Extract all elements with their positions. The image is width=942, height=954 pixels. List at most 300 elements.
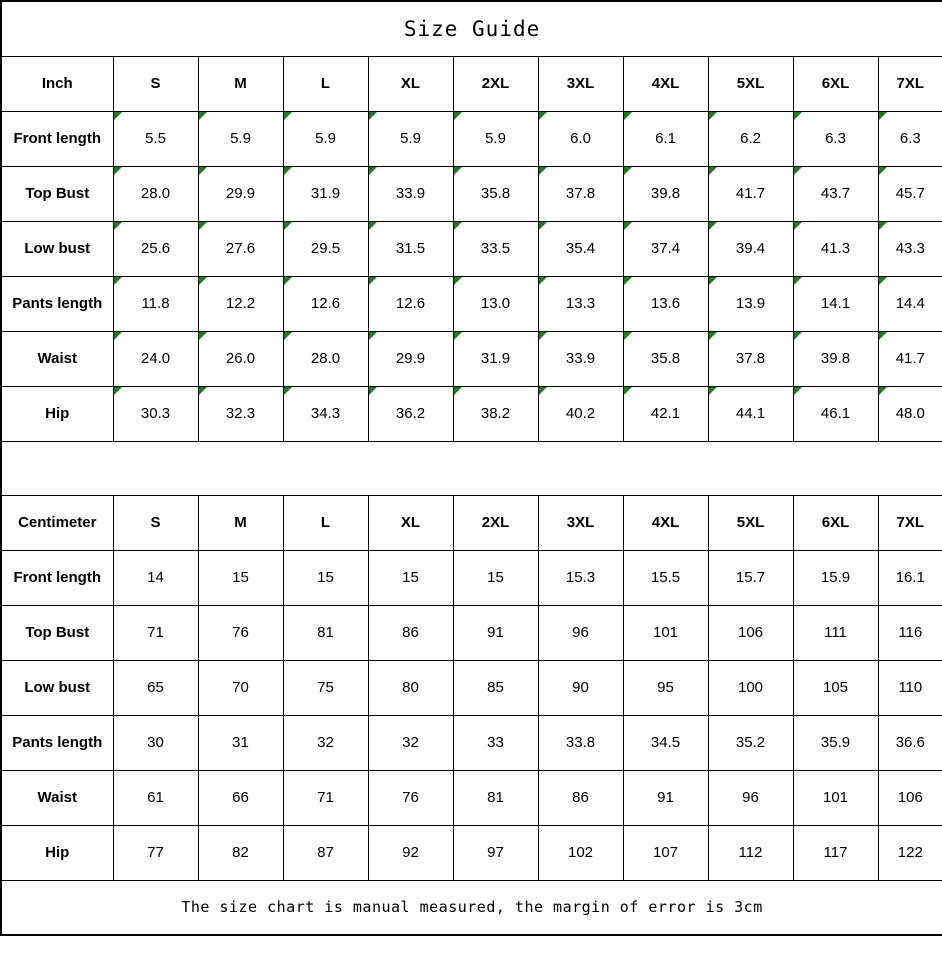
value-text: 100 bbox=[737, 679, 764, 696]
value-cell bbox=[283, 221, 368, 276]
value-cell bbox=[283, 166, 368, 221]
value-text: 12.2 bbox=[225, 295, 256, 312]
measurement-row bbox=[1, 221, 942, 276]
value-text: 86 bbox=[402, 624, 419, 641]
value-cell bbox=[878, 166, 942, 221]
value-cell bbox=[878, 715, 942, 770]
value-text: 33 bbox=[487, 734, 504, 751]
value-cell bbox=[708, 715, 793, 770]
size-header-cell: 5XL bbox=[708, 495, 793, 550]
measurement-row bbox=[1, 605, 942, 660]
green-triangle-icon bbox=[284, 277, 292, 285]
value-cell bbox=[283, 825, 368, 880]
value-cell bbox=[113, 386, 198, 441]
value-text: 34.5 bbox=[650, 734, 681, 751]
value-text: 76 bbox=[402, 789, 419, 806]
centimeter-table-body bbox=[1, 495, 942, 880]
value-cell bbox=[538, 825, 623, 880]
value-text: 28.0 bbox=[310, 350, 341, 367]
value-cell bbox=[198, 770, 283, 825]
value-cell bbox=[793, 221, 878, 276]
value-cell bbox=[793, 715, 878, 770]
green-triangle-icon bbox=[454, 277, 462, 285]
value-text: 5.9 bbox=[400, 130, 421, 147]
value-text: 101 bbox=[822, 789, 849, 806]
size-header-cell: 2XL bbox=[453, 56, 538, 111]
measurement-row bbox=[1, 770, 942, 825]
size-header-cell: S bbox=[113, 56, 198, 111]
row-label-cell: Waist bbox=[1, 331, 113, 386]
value-text: 38.2 bbox=[480, 405, 511, 422]
green-triangle-icon bbox=[114, 167, 122, 175]
value-cell bbox=[198, 386, 283, 441]
row-label-cell: Hip bbox=[1, 386, 113, 441]
value-cell bbox=[878, 111, 942, 166]
value-cell bbox=[708, 276, 793, 331]
value-cell bbox=[623, 605, 708, 660]
green-triangle-icon bbox=[709, 222, 717, 230]
value-text: 106 bbox=[737, 624, 764, 641]
value-text: 15.5 bbox=[650, 569, 681, 586]
value-cell bbox=[878, 605, 942, 660]
green-triangle-icon bbox=[624, 167, 632, 175]
row-label-cell: Front length bbox=[1, 111, 113, 166]
value-cell bbox=[623, 331, 708, 386]
value-text: 96 bbox=[742, 789, 759, 806]
value-cell bbox=[793, 550, 878, 605]
green-triangle-icon bbox=[454, 222, 462, 230]
green-triangle-icon bbox=[454, 167, 462, 175]
size-header-cell: 3XL bbox=[538, 495, 623, 550]
value-cell bbox=[198, 605, 283, 660]
value-text: 15 bbox=[402, 569, 419, 586]
value-cell bbox=[453, 715, 538, 770]
green-triangle-icon bbox=[454, 112, 462, 120]
value-text: 110 bbox=[898, 679, 923, 696]
green-triangle-icon bbox=[369, 387, 377, 395]
value-cell bbox=[198, 221, 283, 276]
green-triangle-icon bbox=[624, 112, 632, 120]
value-text: 35.8 bbox=[480, 185, 511, 202]
row-label-cell: Top Bust bbox=[1, 605, 113, 660]
measurement-row bbox=[1, 166, 942, 221]
footer-note-text: The size chart is manual measured, the margin of error is 3cm bbox=[181, 898, 763, 917]
green-triangle-icon bbox=[369, 112, 377, 120]
value-cell bbox=[283, 386, 368, 441]
green-triangle-icon bbox=[284, 222, 292, 230]
value-cell bbox=[453, 166, 538, 221]
green-triangle-icon bbox=[369, 277, 377, 285]
measurement-row bbox=[1, 111, 942, 166]
green-triangle-icon bbox=[284, 112, 292, 120]
value-cell bbox=[453, 550, 538, 605]
value-text: 26.0 bbox=[225, 350, 256, 367]
value-cell bbox=[453, 770, 538, 825]
value-text: 36.6 bbox=[895, 734, 925, 751]
value-cell bbox=[623, 550, 708, 605]
value-cell bbox=[878, 550, 942, 605]
value-text: 31.9 bbox=[480, 350, 511, 367]
value-text: 15.7 bbox=[735, 569, 766, 586]
value-text: 77 bbox=[147, 844, 164, 861]
green-triangle-icon bbox=[709, 167, 717, 175]
value-cell bbox=[793, 770, 878, 825]
value-text: 27.6 bbox=[225, 240, 256, 257]
value-text: 31.5 bbox=[395, 240, 426, 257]
value-text: 12.6 bbox=[310, 295, 341, 312]
unit-header-cell: Centimeter bbox=[1, 495, 113, 550]
green-triangle-icon bbox=[794, 112, 802, 120]
row-label-cell: Top Bust bbox=[1, 166, 113, 221]
row-label-cell: Waist bbox=[1, 770, 113, 825]
value-cell bbox=[708, 166, 793, 221]
green-triangle-icon bbox=[879, 387, 887, 395]
value-text: 35.8 bbox=[650, 350, 681, 367]
value-text: 81 bbox=[487, 789, 504, 806]
value-text: 39.4 bbox=[735, 240, 766, 257]
row-label-cell: Hip bbox=[1, 825, 113, 880]
measurement-row bbox=[1, 825, 942, 880]
size-header-cell: L bbox=[283, 495, 368, 550]
green-triangle-icon bbox=[879, 112, 887, 120]
value-text: 13.3 bbox=[565, 295, 596, 312]
green-triangle-icon bbox=[624, 277, 632, 285]
value-text: 29.9 bbox=[395, 350, 426, 367]
value-cell bbox=[113, 166, 198, 221]
value-cell bbox=[878, 770, 942, 825]
size-header-cell: XL bbox=[368, 495, 453, 550]
size-header-cell: 2XL bbox=[453, 495, 538, 550]
value-text: 35.4 bbox=[565, 240, 596, 257]
value-cell bbox=[793, 331, 878, 386]
green-triangle-icon bbox=[199, 112, 207, 120]
size-header-cell: 3XL bbox=[538, 56, 623, 111]
value-text: 14.4 bbox=[895, 295, 925, 312]
green-triangle-icon bbox=[199, 167, 207, 175]
value-cell bbox=[623, 276, 708, 331]
value-cell bbox=[538, 111, 623, 166]
header-row bbox=[1, 495, 942, 550]
value-text: 75 bbox=[317, 679, 334, 696]
footer-section bbox=[1, 880, 942, 935]
value-text: 37.4 bbox=[650, 240, 681, 257]
value-cell bbox=[793, 660, 878, 715]
row-label-cell: Front length bbox=[1, 550, 113, 605]
row-label-cell: Low bust bbox=[1, 660, 113, 715]
value-text: 48.0 bbox=[895, 405, 925, 422]
value-cell bbox=[538, 276, 623, 331]
green-triangle-icon bbox=[539, 387, 547, 395]
green-triangle-icon bbox=[794, 277, 802, 285]
value-text: 15 bbox=[317, 569, 334, 586]
value-text: 34.3 bbox=[310, 405, 341, 422]
value-text: 112 bbox=[738, 844, 763, 861]
measurement-row bbox=[1, 550, 942, 605]
value-cell bbox=[453, 221, 538, 276]
value-text: 105 bbox=[822, 679, 849, 696]
green-triangle-icon bbox=[709, 277, 717, 285]
value-text: 15.3 bbox=[565, 569, 596, 586]
value-text: 86 bbox=[572, 789, 589, 806]
value-cell bbox=[538, 660, 623, 715]
green-triangle-icon bbox=[114, 277, 122, 285]
value-text: 39.8 bbox=[820, 350, 851, 367]
value-text: 82 bbox=[232, 844, 249, 861]
green-triangle-icon bbox=[794, 222, 802, 230]
green-triangle-icon bbox=[369, 332, 377, 340]
value-text: 5.5 bbox=[145, 130, 166, 147]
measurement-row bbox=[1, 386, 942, 441]
value-cell bbox=[793, 166, 878, 221]
value-cell bbox=[453, 331, 538, 386]
value-cell bbox=[708, 605, 793, 660]
green-triangle-icon bbox=[284, 332, 292, 340]
value-cell bbox=[283, 770, 368, 825]
value-text: 80 bbox=[402, 679, 419, 696]
value-cell bbox=[198, 550, 283, 605]
value-text: 44.1 bbox=[735, 405, 766, 422]
value-text: 106 bbox=[897, 789, 923, 806]
value-text: 46.1 bbox=[820, 405, 851, 422]
value-text: 40.2 bbox=[565, 405, 596, 422]
value-text: 6.3 bbox=[899, 130, 921, 147]
value-text: 66 bbox=[232, 789, 249, 806]
value-text: 15.9 bbox=[820, 569, 851, 586]
value-text: 29.9 bbox=[225, 185, 256, 202]
value-text: 24.0 bbox=[140, 350, 171, 367]
value-cell bbox=[368, 770, 453, 825]
value-cell bbox=[113, 276, 198, 331]
value-cell bbox=[113, 331, 198, 386]
value-cell bbox=[708, 111, 793, 166]
value-cell bbox=[708, 221, 793, 276]
unit-header-cell: Inch bbox=[1, 56, 113, 111]
value-cell bbox=[623, 111, 708, 166]
value-cell bbox=[368, 715, 453, 770]
value-cell bbox=[368, 221, 453, 276]
value-text: 5.9 bbox=[485, 130, 506, 147]
value-text: 33.9 bbox=[565, 350, 596, 367]
value-text: 33.5 bbox=[480, 240, 511, 257]
value-cell bbox=[283, 331, 368, 386]
value-text: 6.1 bbox=[655, 130, 676, 147]
value-cell bbox=[368, 331, 453, 386]
green-triangle-icon bbox=[199, 387, 207, 395]
value-text: 91 bbox=[487, 624, 504, 641]
value-text: 41.7 bbox=[895, 350, 925, 367]
value-cell bbox=[538, 166, 623, 221]
size-header-cell: M bbox=[198, 56, 283, 111]
value-cell bbox=[283, 715, 368, 770]
size-header-cell: M bbox=[198, 495, 283, 550]
value-cell bbox=[878, 276, 942, 331]
value-cell bbox=[623, 221, 708, 276]
green-triangle-icon bbox=[114, 222, 122, 230]
value-cell bbox=[113, 221, 198, 276]
value-text: 15 bbox=[487, 569, 504, 586]
value-cell bbox=[623, 715, 708, 770]
size-header-cell: S bbox=[113, 495, 198, 550]
value-text: 35.9 bbox=[820, 734, 851, 751]
value-text: 32 bbox=[402, 734, 419, 751]
green-triangle-icon bbox=[879, 222, 887, 230]
value-cell bbox=[793, 605, 878, 660]
value-text: 71 bbox=[147, 624, 164, 641]
value-cell bbox=[283, 276, 368, 331]
value-text: 122 bbox=[897, 844, 923, 861]
value-cell bbox=[368, 825, 453, 880]
value-text: 65 bbox=[147, 679, 164, 696]
value-text: 14 bbox=[147, 569, 164, 586]
value-cell bbox=[538, 550, 623, 605]
value-text: 92 bbox=[402, 844, 419, 861]
measurement-row bbox=[1, 331, 942, 386]
green-triangle-icon bbox=[539, 222, 547, 230]
value-cell bbox=[453, 386, 538, 441]
value-text: 11.8 bbox=[141, 295, 170, 312]
green-triangle-icon bbox=[369, 167, 377, 175]
value-text: 95 bbox=[657, 679, 674, 696]
value-cell bbox=[453, 605, 538, 660]
green-triangle-icon bbox=[284, 387, 292, 395]
value-cell bbox=[878, 825, 942, 880]
value-cell bbox=[708, 386, 793, 441]
green-triangle-icon bbox=[879, 332, 887, 340]
value-cell bbox=[623, 166, 708, 221]
value-cell bbox=[198, 111, 283, 166]
green-triangle-icon bbox=[539, 167, 547, 175]
value-cell bbox=[708, 825, 793, 880]
page-title bbox=[1, 1, 942, 56]
value-cell bbox=[708, 660, 793, 715]
value-text: 15 bbox=[232, 569, 249, 586]
value-text: 33.9 bbox=[395, 185, 426, 202]
size-header-cell: L bbox=[283, 56, 368, 111]
value-cell bbox=[538, 605, 623, 660]
value-text: 32 bbox=[317, 734, 334, 751]
value-text: 43.3 bbox=[895, 240, 925, 257]
value-cell bbox=[198, 715, 283, 770]
value-cell bbox=[113, 550, 198, 605]
green-triangle-icon bbox=[539, 112, 547, 120]
value-text: 6.2 bbox=[740, 130, 761, 147]
value-text: 6.0 bbox=[570, 130, 591, 147]
value-cell bbox=[623, 386, 708, 441]
green-triangle-icon bbox=[709, 112, 717, 120]
value-cell bbox=[113, 111, 198, 166]
value-cell bbox=[113, 660, 198, 715]
green-triangle-icon bbox=[879, 167, 887, 175]
value-cell bbox=[453, 660, 538, 715]
value-text: 5.9 bbox=[230, 130, 251, 147]
size-header-cell: 6XL bbox=[793, 56, 878, 111]
measurement-row bbox=[1, 715, 942, 770]
value-cell bbox=[878, 386, 942, 441]
inch-table-body bbox=[1, 56, 942, 441]
header-row bbox=[1, 56, 942, 111]
measurement-row bbox=[1, 660, 942, 715]
green-triangle-icon bbox=[369, 222, 377, 230]
value-text: 37.8 bbox=[565, 185, 596, 202]
value-cell bbox=[198, 825, 283, 880]
value-cell bbox=[878, 221, 942, 276]
size-header-cell: 5XL bbox=[708, 56, 793, 111]
row-label-cell: Pants length bbox=[1, 715, 113, 770]
value-text: 43.7 bbox=[820, 185, 851, 202]
value-cell bbox=[453, 111, 538, 166]
size-header-cell: XL bbox=[368, 56, 453, 111]
green-triangle-icon bbox=[624, 222, 632, 230]
value-cell bbox=[368, 386, 453, 441]
green-triangle-icon bbox=[624, 387, 632, 395]
spacer-row bbox=[1, 441, 942, 495]
green-triangle-icon bbox=[624, 332, 632, 340]
footer-note bbox=[1, 880, 942, 935]
green-triangle-icon bbox=[199, 277, 207, 285]
value-cell bbox=[283, 660, 368, 715]
value-text: 117 bbox=[823, 844, 848, 861]
measurement-row bbox=[1, 276, 942, 331]
value-text: 42.1 bbox=[650, 405, 681, 422]
value-text: 71 bbox=[317, 789, 334, 806]
value-text: 14.1 bbox=[820, 295, 851, 312]
value-text: 31 bbox=[232, 734, 249, 751]
value-text: 102 bbox=[567, 844, 594, 861]
value-text: 85 bbox=[487, 679, 504, 696]
footer-row bbox=[1, 880, 942, 935]
title-section bbox=[1, 1, 942, 56]
value-text: 25.6 bbox=[140, 240, 171, 257]
value-text: 116 bbox=[898, 624, 923, 641]
value-text: 16.1 bbox=[895, 569, 925, 586]
value-text: 37.8 bbox=[735, 350, 766, 367]
value-cell bbox=[113, 715, 198, 770]
value-cell bbox=[368, 111, 453, 166]
value-text: 29.5 bbox=[310, 240, 341, 257]
value-cell bbox=[623, 825, 708, 880]
value-text: 13.9 bbox=[735, 295, 766, 312]
green-triangle-icon bbox=[794, 167, 802, 175]
value-cell bbox=[198, 276, 283, 331]
value-text: 30 bbox=[147, 734, 164, 751]
size-header-cell: 4XL bbox=[623, 56, 708, 111]
value-text: 13.0 bbox=[480, 295, 511, 312]
green-triangle-icon bbox=[539, 332, 547, 340]
value-text: 6.3 bbox=[825, 130, 846, 147]
value-text: 41.7 bbox=[735, 185, 766, 202]
value-cell bbox=[113, 825, 198, 880]
value-text: 28.0 bbox=[140, 185, 171, 202]
value-cell bbox=[708, 550, 793, 605]
green-triangle-icon bbox=[539, 277, 547, 285]
value-text: 45.7 bbox=[895, 185, 925, 202]
value-text: 70 bbox=[232, 679, 249, 696]
value-text: 35.2 bbox=[735, 734, 766, 751]
value-text: 87 bbox=[317, 844, 334, 861]
value-cell bbox=[538, 386, 623, 441]
size-header-cell: 6XL bbox=[793, 495, 878, 550]
value-cell bbox=[113, 770, 198, 825]
title-row bbox=[1, 1, 942, 56]
value-cell bbox=[368, 605, 453, 660]
spacer-section bbox=[1, 441, 942, 495]
value-cell bbox=[793, 825, 878, 880]
value-text: 33.8 bbox=[565, 734, 596, 751]
value-cell bbox=[283, 550, 368, 605]
value-text: 97 bbox=[487, 844, 504, 861]
value-cell bbox=[198, 660, 283, 715]
value-text: 39.8 bbox=[650, 185, 681, 202]
